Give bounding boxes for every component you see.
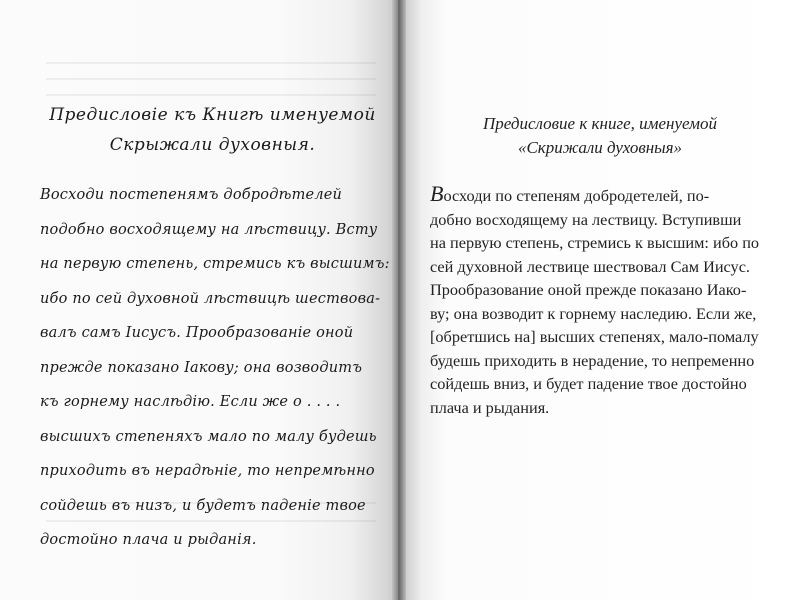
typeset-title-line: Предисловие к книге, именуемой xyxy=(483,114,717,133)
handwritten-title xyxy=(40,100,385,160)
typeset-line-text: осходи по степеням добродетелей, по- xyxy=(443,186,710,205)
handwritten-line: къ горнему наслѣдію. Если же о . . . . xyxy=(40,394,341,410)
handwritten-title-line: Скрыжали духовныя. xyxy=(109,135,316,155)
typeset-line: [обретшись на] высших степенях, мало-помалу xyxy=(430,327,759,346)
book-gutter xyxy=(392,0,406,600)
typeset-title xyxy=(430,112,770,160)
typeset-line xyxy=(430,182,770,208)
typeset-line: сей духовной лествице шествовал Сам Иисус. xyxy=(430,256,750,276)
handwritten-line: Восходи постепенямъ добродѣтелей xyxy=(40,187,343,203)
handwritten-line: высшихъ степеняхъ мало по малу будешь xyxy=(40,428,377,445)
typeset-line: добно восходящему на лествицу. Вступивши xyxy=(430,209,742,229)
handwritten-line: на первую степень, стремись къ высшимъ: xyxy=(40,256,390,272)
typeset-title-line: «Скрижали духовныя» xyxy=(517,138,683,157)
typeset-line: Прообразование оной прежде показано Иако- xyxy=(430,280,747,299)
typeset-line: на первую степень, стремись к высшим: ибо по xyxy=(430,233,760,252)
handwritten-line: сойдешь въ низъ, и будетъ паденіе твое xyxy=(40,497,366,514)
left-page xyxy=(0,0,398,600)
typeset-line: ву; она возводит к горнему наследию. Если же, xyxy=(430,303,757,323)
drop-cap: В xyxy=(430,181,444,206)
handwritten-line: подобно восходящему на лѣствицу. Всту xyxy=(40,221,378,238)
typeset-line: плача и рыдания. xyxy=(430,397,550,417)
handwritten-line: валъ самъ Іисусъ. Прообразованіе оной xyxy=(40,325,354,341)
handwritten-line: прежде показано Іакову; она возводитъ xyxy=(40,359,363,376)
handwritten-line: достойно плача и рыданія. xyxy=(40,532,257,548)
bleed-through-line xyxy=(46,94,376,96)
typeset-line: сойдешь вниз, и будет падение твое достойно xyxy=(430,374,747,393)
bleed-through-line xyxy=(46,62,376,64)
handwritten-manuscript xyxy=(40,100,390,558)
typeset-line: будешь приходить в нерадение, то непременно xyxy=(430,350,755,370)
handwritten-line: ибо по сей духовной лѣствицѣ шествова- xyxy=(40,290,381,307)
handwritten-title-line: Предисловіе къ Книгѣ именуемой xyxy=(49,105,376,125)
handwritten-line: приходить въ нерадѣніе, то непремѣнно xyxy=(40,463,375,479)
typeset-text xyxy=(430,112,770,419)
bleed-through-line xyxy=(46,78,376,80)
